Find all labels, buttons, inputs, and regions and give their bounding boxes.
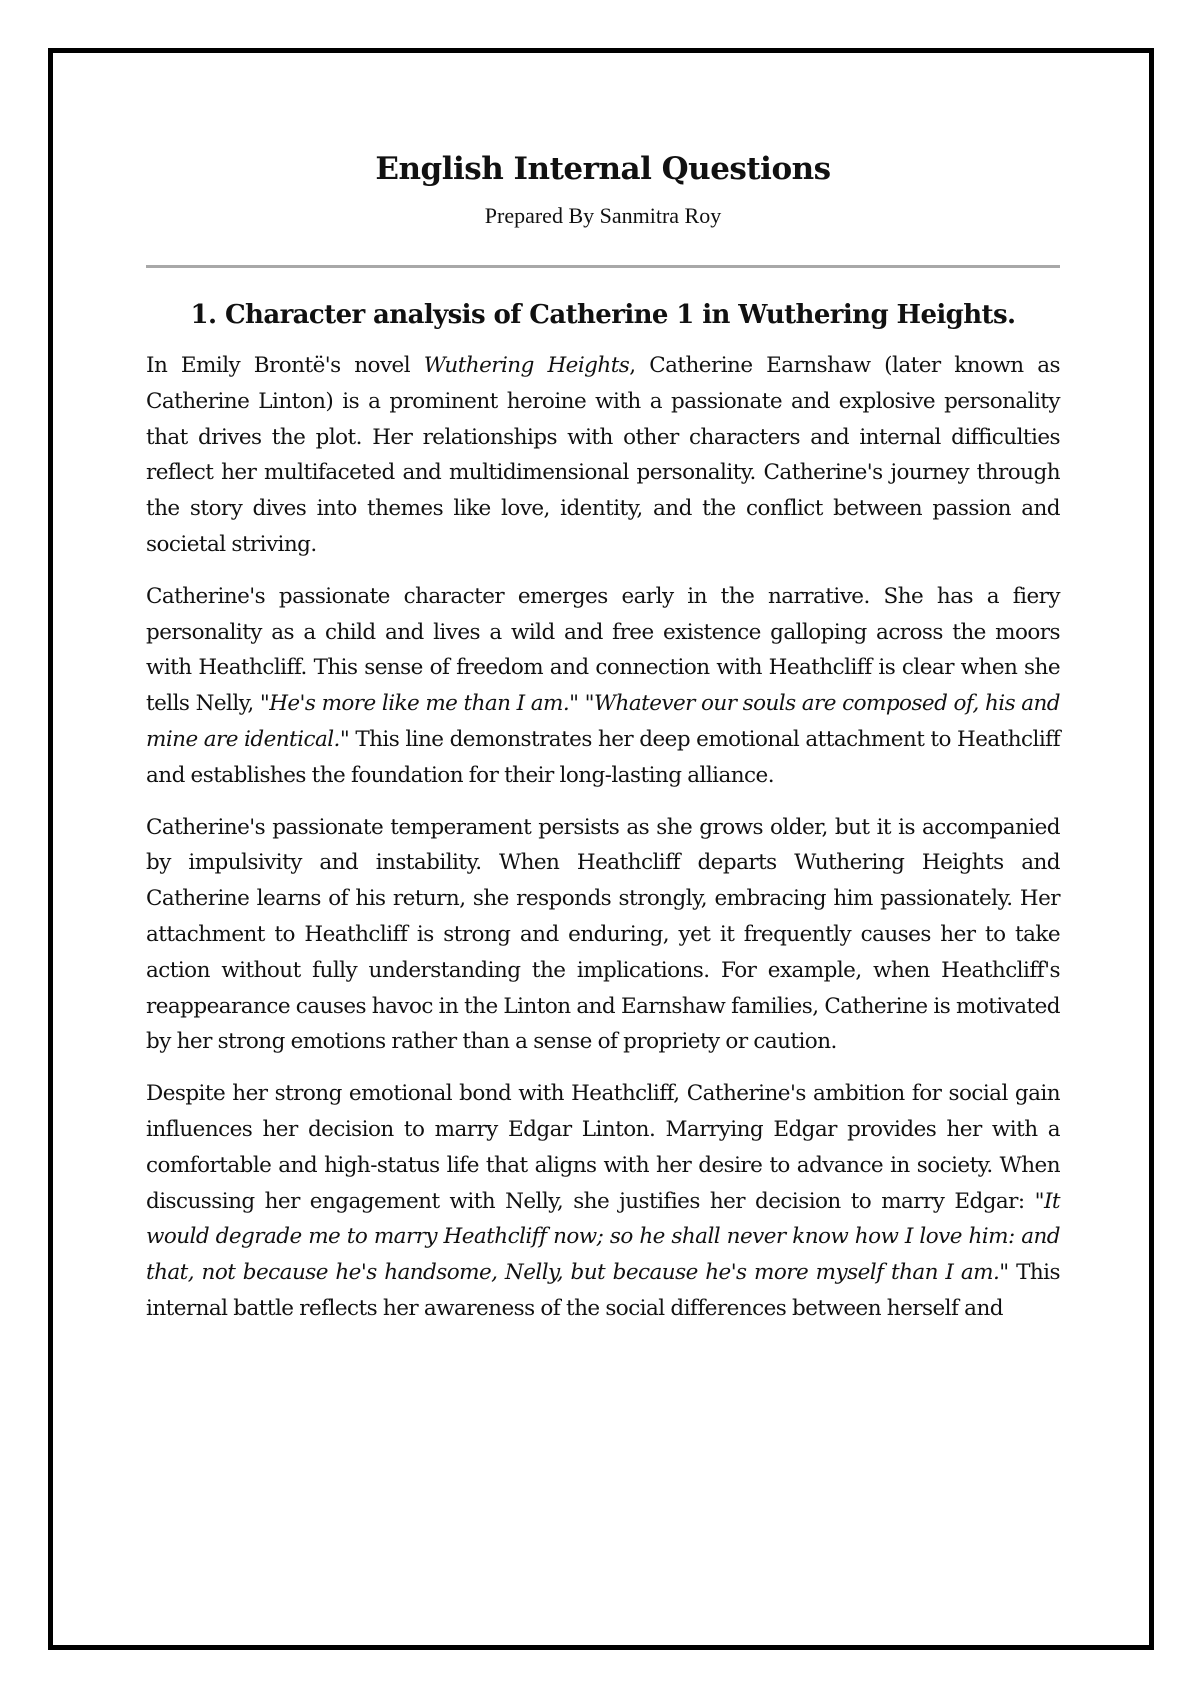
quote-3: It would degrade me to marry Heathcliff now; so he shall never know how I love him: and that, not because he's handsome, Nelly, but because he's more myself than I am. — [146, 1188, 1060, 1286]
paragraph-4 — [146, 1076, 1060, 1327]
document-author: Prepared By Sanmitra Roy — [484, 203, 722, 228]
paragraph-4-text-c: " This internal battle reflects her awareness of the social differences between herself and — [146, 1260, 1060, 1321]
paragraph-2-text-a: Catherine's passionate character emerges early in the narrative. She has a fiery personality as a child and lives a wild and free existence galloping across the moors with Heathcliff. This sense of freedom and connection with Heathcliff is clear when she tells Nelly, " — [146, 583, 1060, 717]
document-title: English Internal Questions — [375, 151, 831, 187]
paragraph-1-text-a: In Emily Brontë's novel — [146, 353, 424, 378]
paragraph-2-text-c: " " — [569, 691, 594, 717]
paragraph-4-text-a: Despite her strong emotional bond with Heathcliff, Catherine's ambition for social gain influences her decision to marry Edgar Linton. Marrying Edgar provides her with a comfortable and high-status life that aligns with her desire to advance in society. When discussing her engagement with Nelly, she justifies her decision to marry Edgar: " — [146, 1081, 1060, 1214]
section-heading: 1. Character analysis of Catherine 1 in Wuthering Heights. — [190, 300, 1016, 330]
paragraph-2 — [146, 579, 1060, 794]
paragraph-1 — [146, 348, 1060, 563]
quote-2: Whatever our souls are composed of, his and mine are identical. — [146, 691, 1061, 752]
paragraph-2-text-e: " This line demonstrates her deep emotional attachment to Heathcliff and establishes the foundation for their long-lasting alliance. — [146, 726, 1061, 788]
paragraph-3: Catherine's passionate temperament persists as she grows older, but it is accompanied by impulsivity and instability. When Heathcliff departs Wuthering Heights and Catherine learns of his return, she responds strongly, embracing him passionately. Her attachment to Heathcliff is strong and enduring, yet it frequently causes her to take action without fully understanding the implications. For example, when Heathcliff's reappearance causes havoc in the Linton and Earnshaw families, Catherine is motivated by her strong emotions rather than a sense of propriety or caution. — [146, 814, 1060, 1055]
document-content — [146, 150, 1060, 1343]
novel-title: Wuthering Heights — [423, 353, 630, 378]
quote-1: He's more like me than I am. — [269, 691, 570, 717]
title-divider — [146, 265, 1060, 268]
paragraph-1-text-c: , Catherine Earnshaw (later known as Catherine Linton) is a prominent heroine with a passionate and explosive personality that drives the plot. Her relationships with other characters and internal difficulties reflect her multifaceted and multidimensional personality. Catherine's journey through the story dives into themes like love, identity, and the conflict between passion and societal striving. — [146, 353, 1061, 557]
